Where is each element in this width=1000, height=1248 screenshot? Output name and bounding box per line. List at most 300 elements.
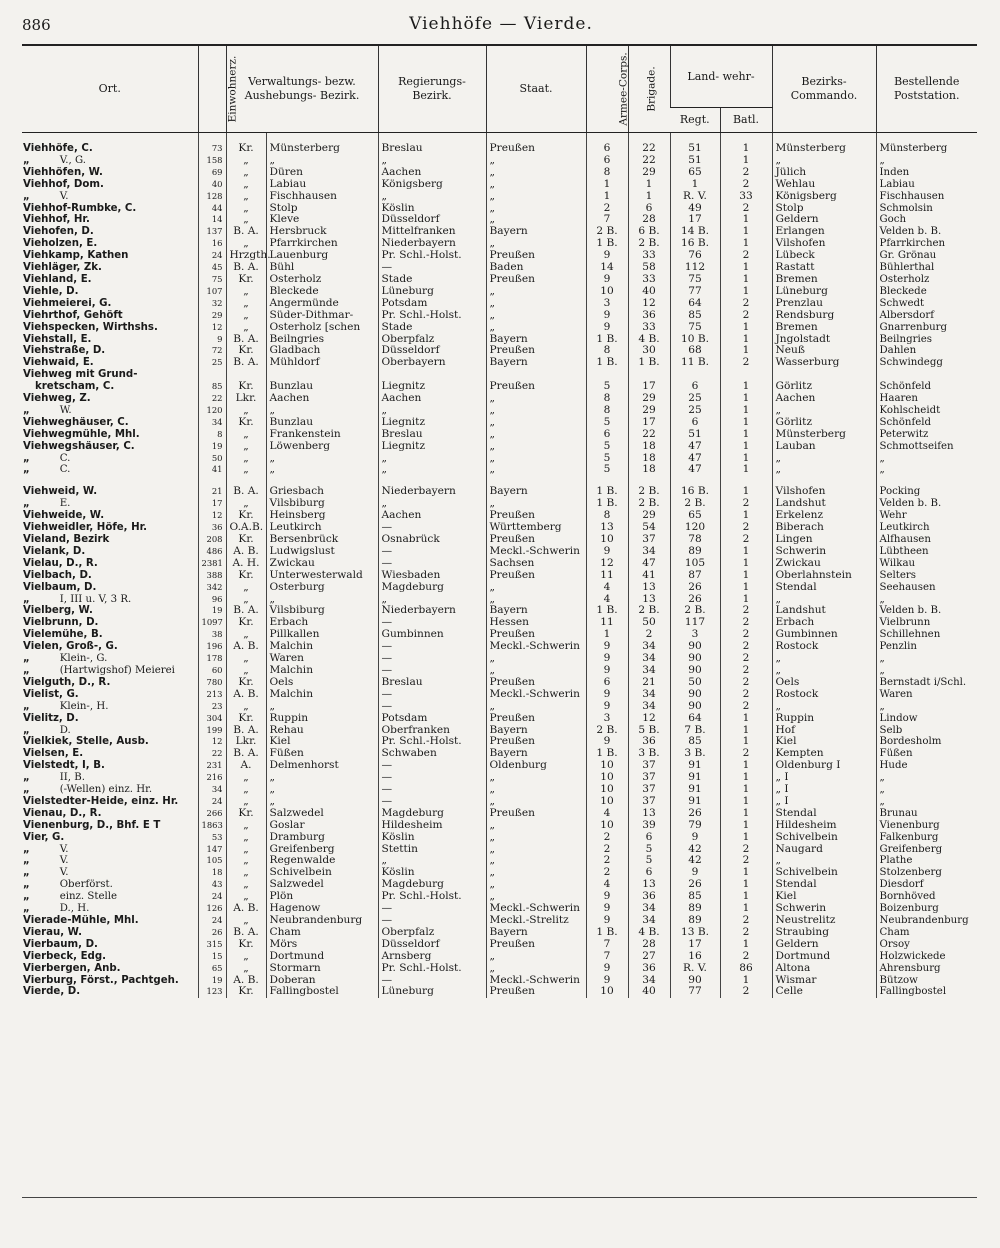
ort-cell bbox=[22, 808, 198, 820]
einwohner-cell: 147 bbox=[198, 844, 226, 856]
ort-cell bbox=[22, 345, 198, 357]
brigade-cell: 34 bbox=[628, 665, 670, 677]
armee-cell: 10 bbox=[586, 534, 628, 546]
batl-cell: 2 bbox=[720, 701, 772, 713]
armee-cell: 5 bbox=[586, 417, 628, 429]
verwaltung-cell: Süder-Dithmar- bbox=[266, 310, 378, 322]
verwaltung-type-cell: Kr. bbox=[226, 808, 266, 820]
bezirk-cell: „ I bbox=[772, 796, 876, 808]
ort-cell bbox=[22, 689, 198, 701]
verwaltung-cell: Vilsbiburg bbox=[266, 605, 378, 617]
brigade-cell: 13 bbox=[628, 879, 670, 891]
batl-cell: 2 bbox=[720, 310, 772, 322]
regierung-cell: Düsseldorf bbox=[378, 939, 486, 951]
regt-cell: 76 bbox=[670, 250, 720, 262]
staat-cell: „ bbox=[486, 238, 586, 250]
verwaltung-type-cell: A. B. bbox=[226, 546, 266, 558]
verwaltung-type-cell: B. A. bbox=[226, 226, 266, 238]
ort-name: Viehweg, Z. bbox=[23, 393, 91, 405]
armee-cell: 1 B. bbox=[586, 927, 628, 939]
ort-cell bbox=[22, 891, 198, 903]
einwohner-cell: 196 bbox=[198, 641, 226, 653]
ort-cell bbox=[22, 453, 198, 465]
bezirk-cell: Lüneburg bbox=[772, 286, 876, 298]
staat-cell: Bayern bbox=[486, 486, 586, 498]
armee-cell: 9 bbox=[586, 653, 628, 665]
verwaltung-type-cell: „ bbox=[226, 441, 266, 453]
post-cell: „ bbox=[876, 772, 977, 784]
ort-cell bbox=[22, 429, 198, 441]
verwaltung-cell: Bunzlau bbox=[266, 417, 378, 429]
verwaltung-cell: Malchin bbox=[266, 665, 378, 677]
ort-cell bbox=[22, 441, 198, 453]
col-post: Bestellende Poststation. bbox=[876, 45, 977, 133]
post-cell: Lübtheen bbox=[876, 546, 977, 558]
regierung-cell: — bbox=[378, 617, 486, 629]
einwohner-cell: 38 bbox=[198, 629, 226, 641]
armee-cell: 1 B. bbox=[586, 498, 628, 510]
regt-cell: 13 B. bbox=[670, 927, 720, 939]
verwaltung-cell: Aachen bbox=[266, 393, 378, 405]
bezirk-cell: Lingen bbox=[772, 534, 876, 546]
bezirk-cell: Schwerin bbox=[772, 903, 876, 915]
ort-cell bbox=[22, 963, 198, 975]
post-cell: Schwindegg bbox=[876, 357, 977, 369]
batl-cell: 1 bbox=[720, 975, 772, 987]
verwaltung-cell: Gladbach bbox=[266, 345, 378, 357]
regt-cell: 25 bbox=[670, 393, 720, 405]
table-row bbox=[22, 310, 977, 322]
verwaltung-type-cell: „ bbox=[226, 322, 266, 334]
verwaltung-type-cell: Kr. bbox=[226, 986, 266, 998]
bezirk-cell: Oberlahnstein bbox=[772, 570, 876, 582]
table-row bbox=[22, 441, 977, 453]
batl-cell: 2 bbox=[720, 534, 772, 546]
staat-cell: Bayern bbox=[486, 725, 586, 737]
bezirk-cell: Gumbinnen bbox=[772, 629, 876, 641]
brigade-cell: 17 bbox=[628, 417, 670, 429]
verwaltung-type-cell: O.A.B. bbox=[226, 522, 266, 534]
regierung-cell: — bbox=[378, 641, 486, 653]
post-cell: Bühlerthal bbox=[876, 262, 977, 274]
brigade-cell: 13 bbox=[628, 594, 670, 606]
staat-cell: „ bbox=[486, 855, 586, 867]
einwohner-cell: 69 bbox=[198, 167, 226, 179]
verwaltung-type-cell: Kr. bbox=[226, 713, 266, 725]
brigade-cell: 58 bbox=[628, 262, 670, 274]
staat-cell: „ bbox=[486, 879, 586, 891]
verwaltung-cell: Goslar bbox=[266, 820, 378, 832]
brigade-cell: 29 bbox=[628, 510, 670, 522]
brigade-cell: 12 bbox=[628, 298, 670, 310]
brigade-cell: 34 bbox=[628, 641, 670, 653]
ort-name: Vierade-Mühle, Mhl. bbox=[23, 915, 139, 926]
armee-cell: 1 bbox=[586, 191, 628, 203]
armee-cell: 11 bbox=[586, 617, 628, 629]
ditto-mark: „ bbox=[23, 855, 30, 867]
regierung-cell: Aachen bbox=[378, 510, 486, 522]
armee-cell: 2 bbox=[586, 855, 628, 867]
table-row bbox=[22, 286, 977, 298]
verwaltung-type-cell: Kr. bbox=[226, 417, 266, 429]
regierung-cell: Pr. Schl.-Holst. bbox=[378, 250, 486, 262]
regt-cell: 7 B. bbox=[670, 725, 720, 737]
regierung-cell: Oberfranken bbox=[378, 725, 486, 737]
brigade-cell: 2 bbox=[628, 629, 670, 641]
regt-cell: 25 bbox=[670, 405, 720, 417]
brigade-cell: 2 B. bbox=[628, 605, 670, 617]
ort-name: Viehhof, Hr. bbox=[23, 214, 90, 226]
verwaltung-cell: Angermünde bbox=[266, 298, 378, 310]
ort-name: Viehle, D. bbox=[23, 285, 79, 297]
ort-name: Viehrthof, Gehöft bbox=[23, 309, 123, 321]
verwaltung-type-cell: „ bbox=[226, 963, 266, 975]
post-cell: „ bbox=[876, 701, 977, 713]
brigade-cell: 6 bbox=[628, 832, 670, 844]
ort-sub: V. bbox=[59, 867, 69, 879]
regierung-cell: — bbox=[378, 975, 486, 987]
verwaltung-type-cell: „ bbox=[226, 832, 266, 844]
ort-cell bbox=[22, 155, 198, 167]
armee-cell: 9 bbox=[586, 963, 628, 975]
regierung-cell: Pr. Schl.-Holst. bbox=[378, 736, 486, 748]
brigade-cell: 36 bbox=[628, 963, 670, 975]
bezirk-cell: Landshut bbox=[772, 605, 876, 617]
regt-cell: 65 bbox=[670, 510, 720, 522]
regt-cell: 51 bbox=[670, 155, 720, 167]
brigade-cell: 22 bbox=[628, 143, 670, 155]
einwohner-cell: 19 bbox=[198, 605, 226, 617]
regierung-cell: — bbox=[378, 546, 486, 558]
einwohner-cell: 388 bbox=[198, 570, 226, 582]
armee-cell: 9 bbox=[586, 701, 628, 713]
regt-cell: 26 bbox=[670, 808, 720, 820]
ort-name: Vierbaum, D. bbox=[23, 938, 98, 950]
einwohner-cell: 29 bbox=[198, 310, 226, 322]
staat-cell: „ bbox=[486, 286, 586, 298]
ort-name: Viehwaid, E. bbox=[23, 357, 94, 369]
staat-cell: Meckl.-Schwerin bbox=[486, 689, 586, 701]
batl-cell: 1 bbox=[720, 510, 772, 522]
regt-cell: 1 bbox=[670, 179, 720, 191]
ort-cell bbox=[22, 820, 198, 832]
regierung-cell: Mittelfranken bbox=[378, 226, 486, 238]
verwaltung-type-cell: „ bbox=[226, 594, 266, 606]
post-cell: Cham bbox=[876, 927, 977, 939]
batl-cell: 1 bbox=[720, 155, 772, 167]
armee-cell: 4 bbox=[586, 582, 628, 594]
post-cell: Goch bbox=[876, 214, 977, 226]
batl-cell: 1 bbox=[720, 582, 772, 594]
regierung-cell: Breslau bbox=[378, 143, 486, 155]
post-cell: Plathe bbox=[876, 855, 977, 867]
regierung-cell: — bbox=[378, 558, 486, 570]
bezirk-cell: Schivelbein bbox=[772, 867, 876, 879]
regt-cell: 85 bbox=[670, 736, 720, 748]
einwohner-cell: 53 bbox=[198, 832, 226, 844]
ort-name: Viehwegshäuser, C. bbox=[23, 440, 135, 452]
armee-cell: 6 bbox=[586, 429, 628, 441]
einwohner-cell: 15 bbox=[198, 951, 226, 963]
brigade-cell: 29 bbox=[628, 167, 670, 179]
regierung-cell: „ bbox=[378, 155, 486, 167]
armee-cell: 10 bbox=[586, 796, 628, 808]
table-row bbox=[22, 167, 977, 179]
batl-cell: 1 bbox=[720, 558, 772, 570]
staat-cell: „ bbox=[486, 155, 586, 167]
ort-cell bbox=[22, 867, 198, 879]
verwaltung-type-cell: Lkr. bbox=[226, 393, 266, 405]
ort-cell bbox=[22, 760, 198, 772]
regierung-cell: — bbox=[378, 689, 486, 701]
verwaltung-cell: Mörs bbox=[266, 939, 378, 951]
verwaltung-cell: Osterholz [schen bbox=[266, 322, 378, 334]
regt-cell: 75 bbox=[670, 322, 720, 334]
regierung-cell: Magdeburg bbox=[378, 808, 486, 820]
post-cell: „ bbox=[876, 464, 977, 476]
armee-cell: 6 bbox=[586, 677, 628, 689]
regt-cell: 68 bbox=[670, 345, 720, 357]
verwaltung-type-cell: „ bbox=[226, 298, 266, 310]
staat-cell: Preußen bbox=[486, 250, 586, 262]
post-cell: Velden b. B. bbox=[876, 605, 977, 617]
batl-cell: 2 bbox=[720, 498, 772, 510]
einwohner-cell: 304 bbox=[198, 713, 226, 725]
bezirk-cell: Neustrelitz bbox=[772, 915, 876, 927]
post-cell: „ bbox=[876, 665, 977, 677]
armee-cell: 5 bbox=[586, 441, 628, 453]
staat-cell: „ bbox=[486, 393, 586, 405]
regt-cell: 47 bbox=[670, 453, 720, 465]
batl-cell: 2 bbox=[720, 748, 772, 760]
einwohner-cell: 8 bbox=[198, 429, 226, 441]
batl-cell: 1 bbox=[720, 772, 772, 784]
verwaltung-cell: Ruppin bbox=[266, 713, 378, 725]
einwohner-cell: 22 bbox=[198, 748, 226, 760]
verwaltung-type-cell: „ bbox=[226, 844, 266, 856]
bezirk-cell: Jülich bbox=[772, 167, 876, 179]
regt-cell: 112 bbox=[670, 262, 720, 274]
bezirk-cell: Stendal bbox=[772, 879, 876, 891]
regierung-cell: Aachen bbox=[378, 167, 486, 179]
post-cell: Selters bbox=[876, 570, 977, 582]
regt-cell: 64 bbox=[670, 713, 720, 725]
ort-name: Viehstraße, D. bbox=[23, 345, 106, 357]
regierung-cell: Pr. Schl.-Holst. bbox=[378, 310, 486, 322]
ort-name: Viehhof-Rumbke, C. bbox=[23, 202, 137, 214]
armee-cell: 2 bbox=[586, 844, 628, 856]
bezirk-cell: Prenzlau bbox=[772, 298, 876, 310]
ort-cell bbox=[22, 617, 198, 629]
brigade-cell: 18 bbox=[628, 441, 670, 453]
verwaltung-type-cell: Kr. bbox=[226, 570, 266, 582]
regierung-cell: Hildesheim bbox=[378, 820, 486, 832]
table-row bbox=[22, 486, 977, 498]
verwaltung-cell: Ludwigslust bbox=[266, 546, 378, 558]
batl-cell: 2 bbox=[720, 986, 772, 998]
ort-name: Vielen, Groß-, G. bbox=[23, 641, 118, 653]
regt-cell: 90 bbox=[670, 689, 720, 701]
verwaltung-cell: Frankenstein bbox=[266, 429, 378, 441]
ditto-mark: „ bbox=[23, 664, 30, 676]
verwaltung-cell: Waren bbox=[266, 653, 378, 665]
ort-name: Vielbach, D. bbox=[23, 569, 92, 581]
regt-cell: 90 bbox=[670, 653, 720, 665]
staat-cell: „ bbox=[486, 191, 586, 203]
armee-cell: 3 bbox=[586, 298, 628, 310]
staat-cell: Württemberg bbox=[486, 522, 586, 534]
einwohner-cell: 128 bbox=[198, 191, 226, 203]
brigade-cell: 34 bbox=[628, 975, 670, 987]
staat-cell: Bayern bbox=[486, 357, 586, 369]
verwaltung-type-cell: B. A. bbox=[226, 748, 266, 760]
regierung-cell: Magdeburg bbox=[378, 582, 486, 594]
verwaltung-type-cell: A. B. bbox=[226, 689, 266, 701]
verwaltung-type-cell: „ bbox=[226, 820, 266, 832]
post-cell: Fischhausen bbox=[876, 191, 977, 203]
ditto-mark: „ bbox=[23, 593, 30, 605]
einwohner-cell: 107 bbox=[198, 286, 226, 298]
post-cell: Selb bbox=[876, 725, 977, 737]
brigade-cell: 12 bbox=[628, 713, 670, 725]
batl-cell: 33 bbox=[720, 191, 772, 203]
einwohner-cell: 16 bbox=[198, 238, 226, 250]
staat-cell: „ bbox=[486, 701, 586, 713]
regt-cell: 90 bbox=[670, 975, 720, 987]
ort-name: kretscham, C. bbox=[35, 381, 115, 393]
verwaltung-cell: Löwenberg bbox=[266, 441, 378, 453]
post-cell: Wehr bbox=[876, 510, 977, 522]
batl-cell: 1 bbox=[720, 334, 772, 346]
table-row bbox=[22, 357, 977, 369]
table-row bbox=[22, 464, 977, 476]
armee-cell: 8 bbox=[586, 167, 628, 179]
post-cell: Beilngries bbox=[876, 334, 977, 346]
verwaltung-cell: Regenwalde bbox=[266, 855, 378, 867]
regt-cell: 85 bbox=[670, 891, 720, 903]
armee-cell: 9 bbox=[586, 689, 628, 701]
batl-cell: 2 bbox=[720, 855, 772, 867]
bezirk-cell: Altona bbox=[772, 963, 876, 975]
regierung-cell: — bbox=[378, 653, 486, 665]
batl-cell: 1 bbox=[720, 820, 772, 832]
armee-cell: 8 bbox=[586, 393, 628, 405]
ort-sub: V. bbox=[59, 855, 69, 867]
bezirk-cell: Jngolstadt bbox=[772, 334, 876, 346]
batl-cell: 2 bbox=[720, 167, 772, 179]
ort-name: Vielank, D. bbox=[23, 545, 86, 557]
ort-name: Viehweghäuser, C. bbox=[23, 416, 129, 428]
staat-cell: Preußen bbox=[486, 939, 586, 951]
batl-cell: 1 bbox=[720, 570, 772, 582]
brigade-cell: 37 bbox=[628, 772, 670, 784]
table-row bbox=[22, 713, 977, 725]
armee-cell: 9 bbox=[586, 322, 628, 334]
staat-cell: „ bbox=[486, 310, 586, 322]
bezirk-cell: Bremen bbox=[772, 274, 876, 286]
armee-cell: 8 bbox=[586, 510, 628, 522]
post-cell: Diesdorf bbox=[876, 879, 977, 891]
regierung-cell: Potsdam bbox=[378, 713, 486, 725]
ort-cell bbox=[22, 736, 198, 748]
staat-cell: Meckl.-Schwerin bbox=[486, 975, 586, 987]
armee-cell: 9 bbox=[586, 665, 628, 677]
verwaltung-cell: Malchin bbox=[266, 641, 378, 653]
bezirk-cell: Königsberg bbox=[772, 191, 876, 203]
table-row bbox=[22, 760, 977, 772]
regierung-cell: „ bbox=[378, 594, 486, 606]
post-cell: Vielbrunn bbox=[876, 617, 977, 629]
armee-cell: 7 bbox=[586, 939, 628, 951]
ditto-mark: „ bbox=[23, 843, 30, 855]
ort-sub: I, III u. V, 3 R. bbox=[59, 593, 132, 605]
ort-cell bbox=[22, 286, 198, 298]
post-cell: Velden b. B. bbox=[876, 226, 977, 238]
bezirk-cell: Stolp bbox=[772, 203, 876, 215]
verwaltung-cell: Heinsberg bbox=[266, 510, 378, 522]
armee-cell: 1 B. bbox=[586, 486, 628, 498]
verwaltung-type-cell: A. H. bbox=[226, 558, 266, 570]
table-row bbox=[22, 582, 977, 594]
verwaltung-type-cell: „ bbox=[226, 214, 266, 226]
batl-cell: 1 bbox=[720, 832, 772, 844]
ort-cell bbox=[22, 903, 198, 915]
ditto-mark: „ bbox=[23, 404, 30, 416]
batl-cell: 1 bbox=[720, 405, 772, 417]
bezirk-cell: „ bbox=[772, 701, 876, 713]
ort-cell bbox=[22, 334, 198, 346]
bezirk-cell: Görlitz bbox=[772, 417, 876, 429]
verwaltung-type-cell: „ bbox=[226, 238, 266, 250]
regt-cell: 14 B. bbox=[670, 226, 720, 238]
verwaltung-cell: „ bbox=[266, 464, 378, 476]
verwaltung-type-cell: B. A. bbox=[226, 927, 266, 939]
ort-sub: II, B. bbox=[59, 772, 85, 784]
regierung-cell: Pr. Schl.-Holst. bbox=[378, 891, 486, 903]
ort-name: Viehhöfe, C. bbox=[23, 143, 93, 154]
armee-cell: 5 bbox=[586, 453, 628, 465]
regt-cell: 91 bbox=[670, 760, 720, 772]
brigade-cell: 30 bbox=[628, 345, 670, 357]
ort-cell bbox=[22, 713, 198, 725]
ort-sub: Klein-, H. bbox=[59, 700, 109, 712]
ort-sub: V., G. bbox=[59, 154, 87, 166]
einwohner-cell: 24 bbox=[198, 250, 226, 262]
verwaltung-cell: Kleve bbox=[266, 214, 378, 226]
regierung-cell: Königsberg bbox=[378, 179, 486, 191]
brigade-cell: 1 B. bbox=[628, 357, 670, 369]
col-batl: Batl. bbox=[720, 108, 772, 133]
table-row bbox=[22, 772, 977, 784]
verwaltung-type-cell: Hrzgth. bbox=[226, 250, 266, 262]
ort-cell bbox=[22, 844, 198, 856]
verwaltung-type-cell: „ bbox=[226, 464, 266, 476]
ort-name: Vierde, D. bbox=[23, 986, 81, 998]
col-regt: Regt. bbox=[670, 108, 720, 133]
bezirk-cell: Hof bbox=[772, 725, 876, 737]
batl-cell: 2 bbox=[720, 689, 772, 701]
verwaltung-type-cell: Kr. bbox=[226, 274, 266, 286]
einwohner-cell: 45 bbox=[198, 262, 226, 274]
post-cell: Bernstadt i/Schl. bbox=[876, 677, 977, 689]
regt-cell: 17 bbox=[670, 214, 720, 226]
brigade-cell: 37 bbox=[628, 760, 670, 772]
batl-cell: 1 bbox=[720, 262, 772, 274]
armee-cell: 5 bbox=[586, 381, 628, 393]
batl-cell: 1 bbox=[720, 429, 772, 441]
einwohner-cell: 40 bbox=[198, 179, 226, 191]
regierung-cell: — bbox=[378, 772, 486, 784]
